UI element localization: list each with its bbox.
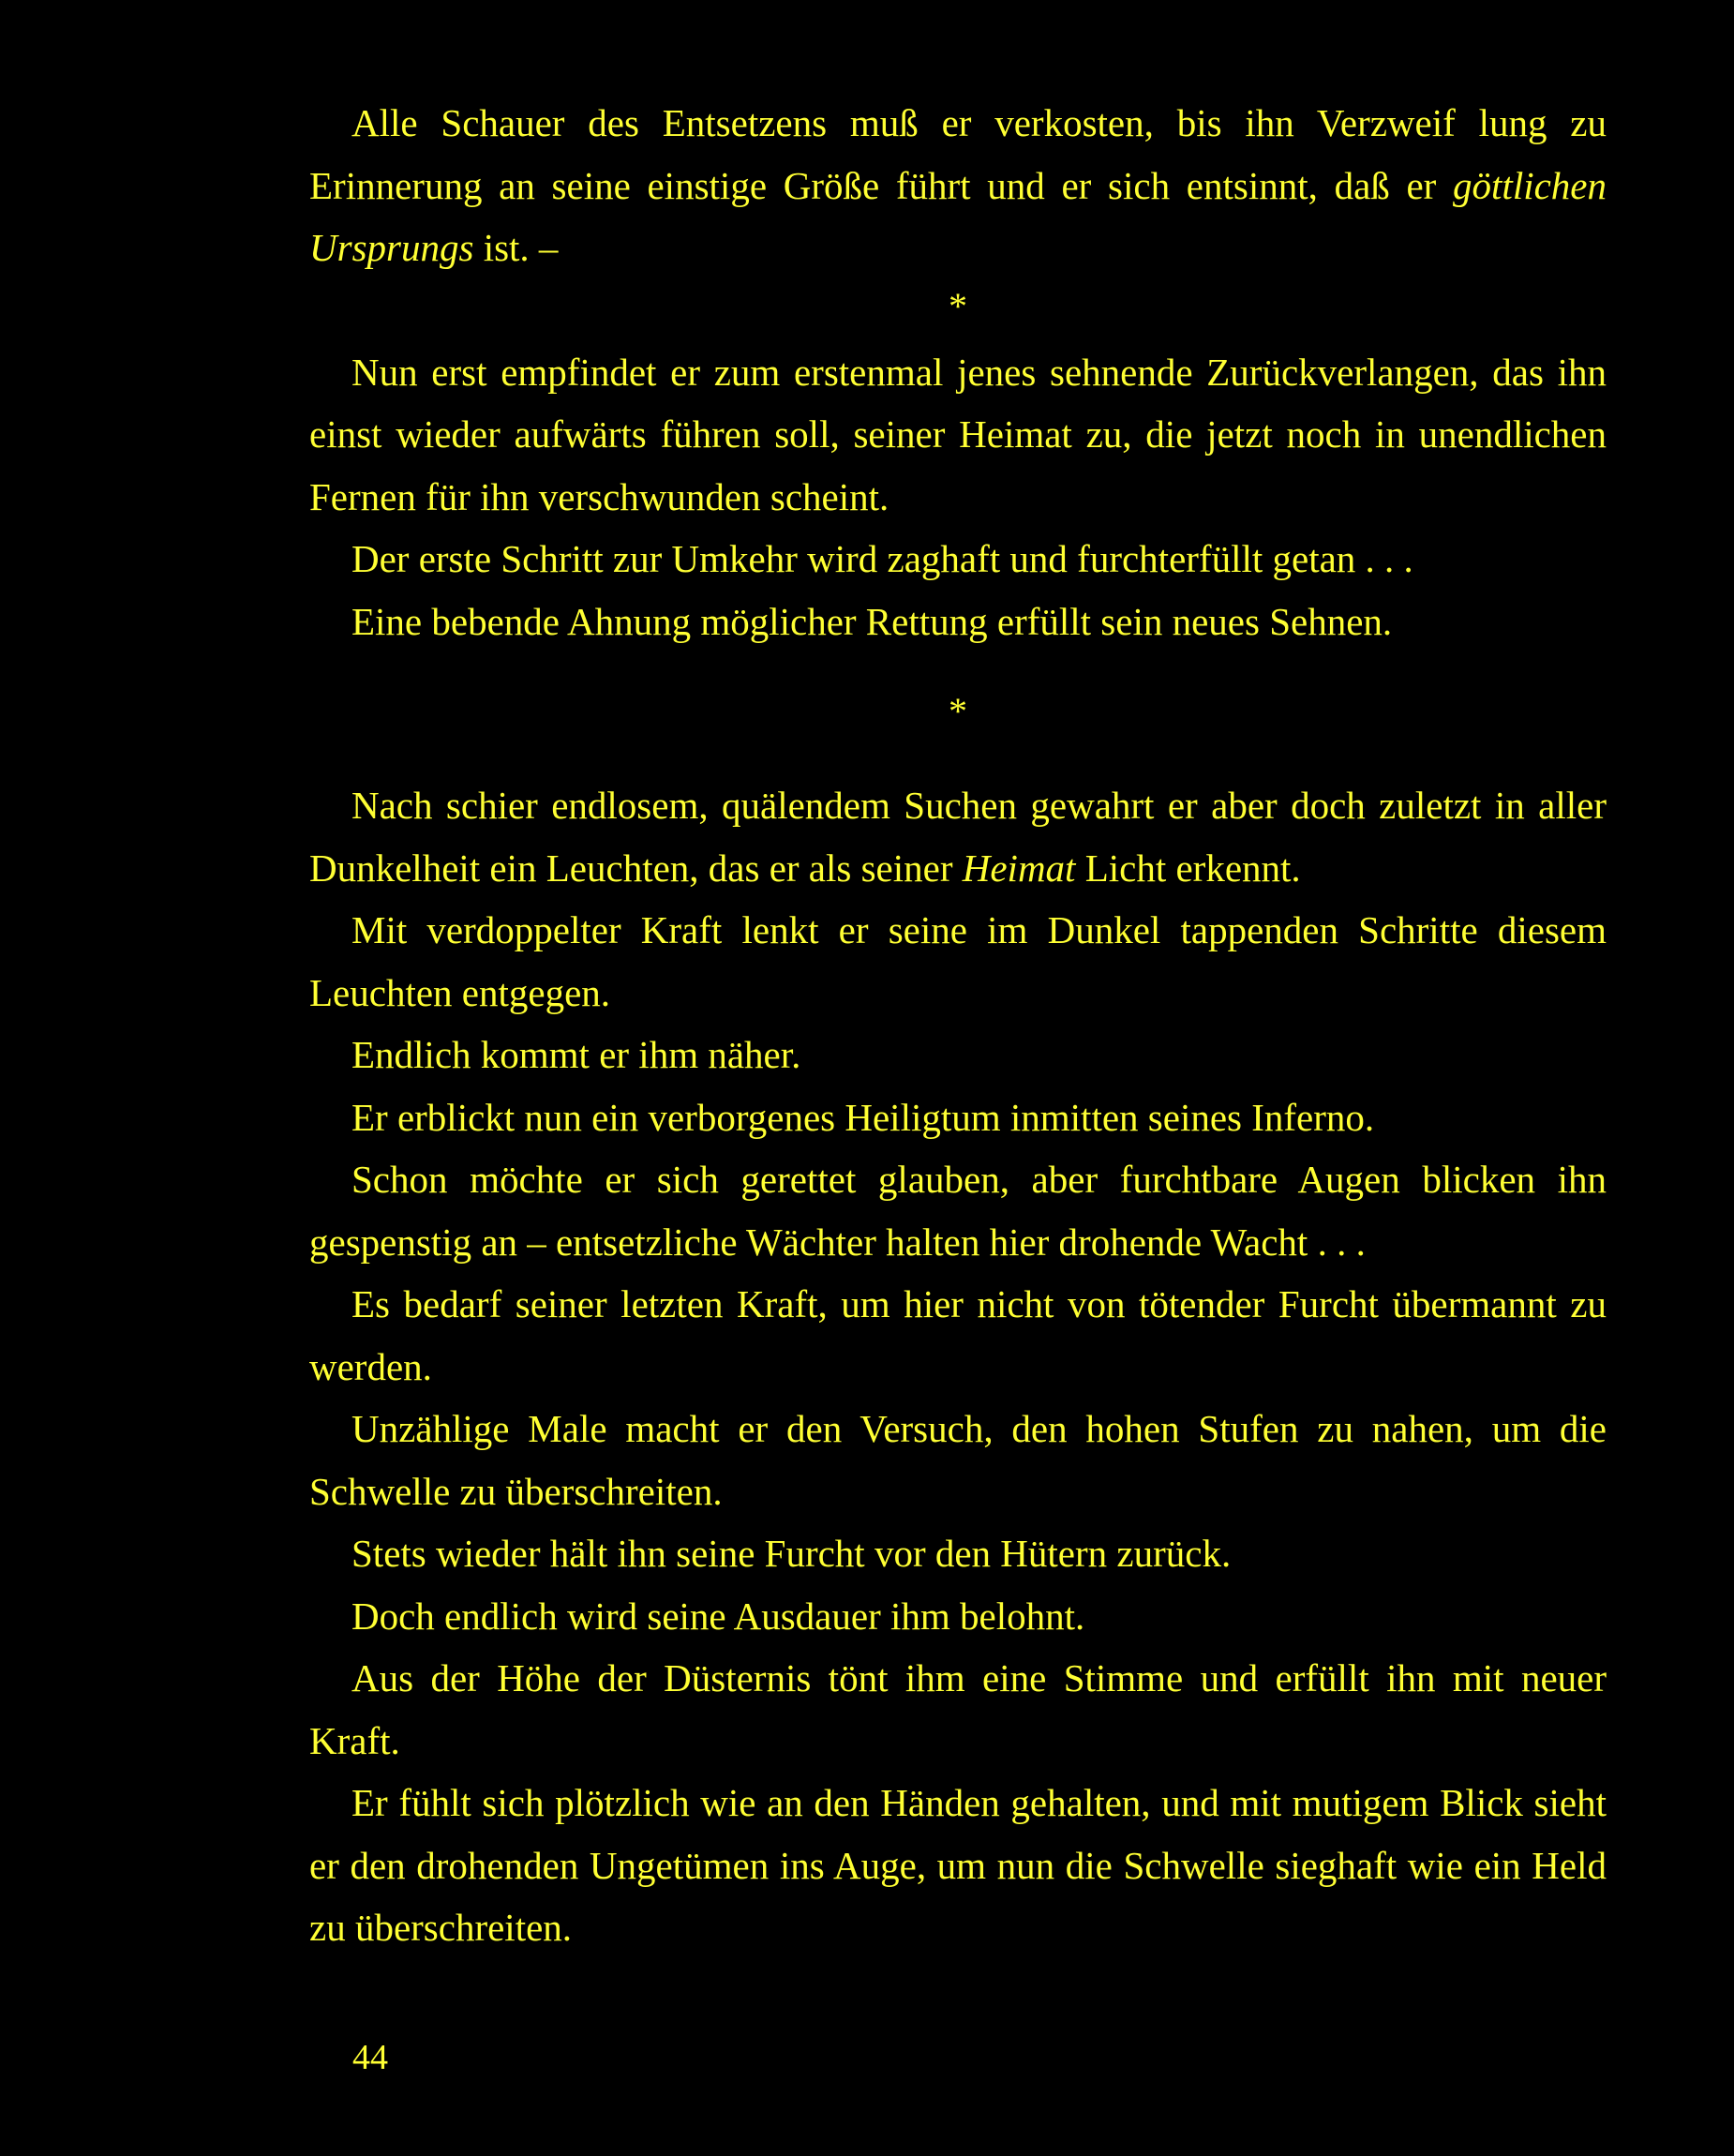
section-separator-2: * xyxy=(949,690,967,732)
paragraph-1-text: Alle Schauer des Entsetzens muß er verkosten, bis ihn Verzweif lung zu Erinnerung an seine einstige Größe führt und er sich entsinnt, daß er xyxy=(309,101,1607,207)
paragraph-5-italic: Heimat xyxy=(962,846,1076,890)
paragraph-1 xyxy=(309,92,1607,279)
paragraph-15: Er fühlt sich plötzlich wie an den Händen gehalten, und mit mutigem Blick sieht er den drohenden Ungetümen ins Auge, um nun die Schwelle sieghaft wie ein Held zu überschreiten. xyxy=(309,1781,1607,1949)
paragraph-13: Doch endlich wird seine Ausdauer ihm belohnt. xyxy=(351,1594,1085,1638)
paragraph-7: Endlich kommt er ihm näher. xyxy=(351,1033,801,1076)
body-text xyxy=(309,92,1607,1959)
paragraph-5 xyxy=(309,774,1607,899)
paragraph-4: Eine bebende Ahnung möglicher Rettung erfüllt sein neues Sehnen. xyxy=(351,599,1393,643)
paragraph-10: Es bedarf seiner letzten Kraft, um hier nicht von tötender Furcht übermannt zu werden. xyxy=(309,1282,1607,1388)
paragraph-11: Unzählige Male macht er den Versuch, den hohen Stufen zu nahen, um die Schwelle zu überschreiten. xyxy=(309,1407,1607,1513)
paragraph-3: Der erste Schritt zur Umkehr wird zaghaft und furchterfüllt getan . . . xyxy=(351,537,1413,580)
paragraph-1-end: ist. – xyxy=(473,226,559,269)
paragraph-2: Nun erst empfindet er zum erstenmal jenes sehnende Zurückverlangen, das ihn einst wieder aufwärts führen soll, seiner Heimat zu, die jetzt noch in unendlichen Fernen für ihn verschwunden scheint. xyxy=(309,350,1607,518)
paragraph-14: Aus der Höhe der Düsternis tönt ihm eine Stimme und erfüllt ihn mit neuer Kraft. xyxy=(309,1656,1607,1762)
paragraph-8: Er erblickt nun ein verborgenes Heiligtum inmitten seines Inferno. xyxy=(351,1095,1375,1139)
paragraph-5-text: Nach schier endlosem, quälendem Suchen gewahrt er aber doch zuletzt in aller Dunkelheit ein Leuchten, das er als seiner xyxy=(309,784,1607,890)
paragraph-5-end: Licht erkennt. xyxy=(1075,846,1301,890)
paragraph-6: Mit verdoppelter Kraft lenkt er seine im Dunkel tappenden Schritte diesem Leuchten entgegen. xyxy=(309,908,1607,1014)
paragraph-9: Schon möchte er sich gerettet glauben, aber furchtbare Augen blicken ihn gespenstig an – entsetzliche Wächter halten hier drohende Wacht . . . xyxy=(309,1158,1607,1264)
page-number: 44 xyxy=(352,2038,388,2077)
section-separator-1: * xyxy=(949,284,967,327)
paragraph-1-italic: göttlichen Ursprungs xyxy=(309,163,1607,269)
paragraph-12: Stets wieder hält ihn seine Furcht vor den Hütern zurück. xyxy=(351,1532,1232,1575)
